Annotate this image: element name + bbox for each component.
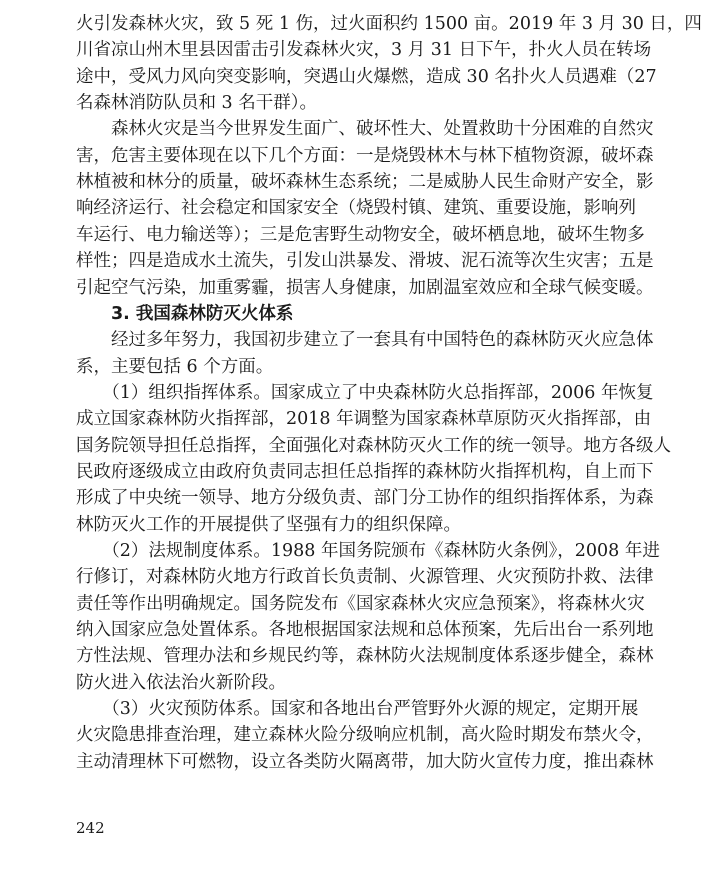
body-line: 形成了中央统一领导、地方分级负责、部门分工协作的组织指挥体系，为森 [76,488,654,509]
body-line: 途中，受风力风向突变影响，突遇山火爆燃，造成 30 名扑火人员遇难（27 [76,66,657,87]
body-line: 响经济运行、社会稳定和国家安全（烧毁村镇、建筑、重要设施，影响列 [76,198,636,219]
body-line: 车运行、电力输送等）；三是危害野生动物安全，破坏栖息地，破坏生物多 [76,224,645,245]
body-line: 川省凉山州木里县因雷击引发森林火灾，3 月 31 日下午，扑火人员在转场 [76,40,652,61]
body-line: 样性；四是造成水土流失，引发山洪暴发、滑坡、泥石流等次生灾害；五是 [76,251,654,272]
body-line: （1）组织指挥体系。国家成立了中央森林防火总指挥部，2006 年恢复 [76,382,654,403]
body-line: 系，主要包括 6 个方面。 [76,356,274,377]
body-line: 主动清理林下可燃物，设立各类防火隔离带，加大防火宣传力度，推出森林 [76,751,654,772]
body-line: 方性法规、管理办法和乡规民约等，森林防火法规制度体系逐步健全，森林 [76,646,654,667]
body-line: 防火进入依法治火新阶段。 [76,672,286,693]
body-line: 害，危害主要体现在以下几个方面：一是烧毁林木与林下植物资源，破坏森 [76,145,654,166]
body-line: 纳入国家应急处置体系。各地根据国家法规和总体预案，先后出台一系列地 [76,620,654,641]
body-line: 成立国家森林防火指挥部，2018 年调整为国家森林草原防灭火指挥部，由 [76,409,652,430]
body-line: 火灾隐患排查治理，建立森林火险分级响应机制，高火险时期发布禁火令， [76,725,654,746]
page-number: 242 [76,819,105,837]
body-line: 引起空气污染，加重雾霾，损害人身健康，加剧温室效应和全球气候变暖。 [76,277,654,298]
body-line: 责任等作出明确规定。国务院发布《国家森林火灾应急预案》，将森林火灾 [76,593,645,614]
body-line: 森林火灾是当今世界发生面广、破坏性大、处置救助十分困难的自然灾 [76,119,654,140]
body-line: 火引发森林火灾，致 5 死 1 伤，过火面积约 1500 亩。2019 年 3 月 30 日，四 [76,14,702,34]
body-line: 林植被和林分的质量，破坏森林生态系统；二是威胁人民生命财产安全，影 [76,172,654,193]
body-line: 林防灭火工作的开展提供了坚强有力的组织保障。 [76,514,461,535]
body-line: 民政府逐级成立由政府负责同志担任总指挥的森林防火指挥机构，自上而下 [76,461,654,482]
body-line: （3）火灾预防体系。国家和各地出台严管野外火源的规定，定期开展 [76,699,639,720]
body-line: （2）法规制度体系。1988 年国务院颁布《森林防火条例》，2008 年进 [76,541,660,561]
body-line: 经过多年努力，我国初步建立了一套具有中国特色的森林防灭火应急体 [76,330,654,351]
section-heading: 3. 我国森林防灭火体系 [76,303,294,324]
body-line: 国务院领导担任总指挥，全面强化对森林防灭火工作的统一领导。地方各级人 [76,435,671,456]
body-line: 行修订，对森林防火地方行政首长负责制、火源管理、火灾预防扑救、法律 [76,567,654,588]
body-line: 名森林消防队员和 3 名干群）。 [76,93,318,114]
